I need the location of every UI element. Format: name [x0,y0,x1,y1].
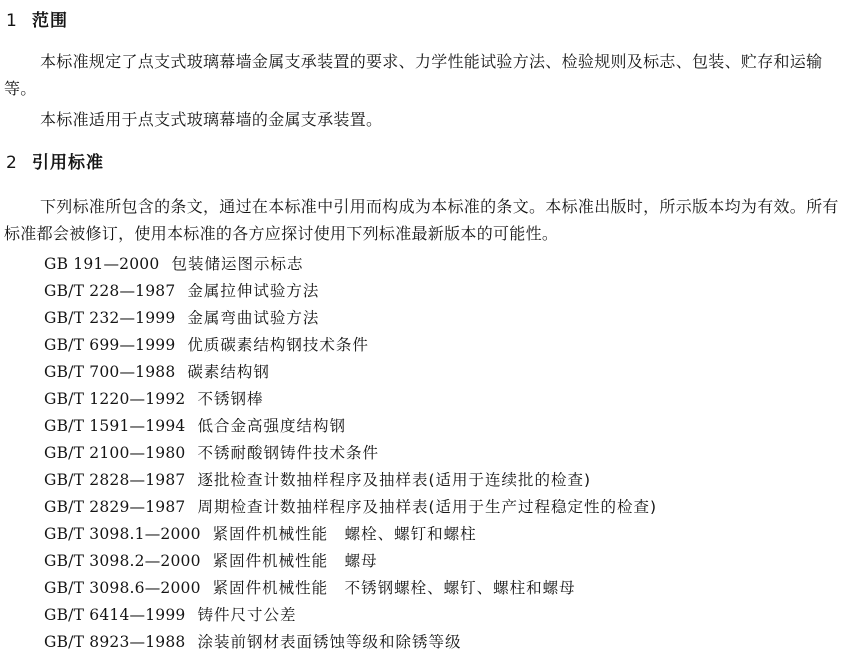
reference-code: GB/T 2828—1987 [44,471,186,489]
reference-code: GB 191—2000 [44,255,160,273]
reference-item [44,359,657,386]
reference-item [44,440,657,467]
scope-paragraph-1: 本标准规定了点支式玻璃幕墙金属支承装置的要求、力学性能试验方法、检验规则及标志、包装、贮存和运输等。 [4,52,823,98]
reference-title: 金属弯曲试验方法 [187,309,320,327]
reference-title: 低合金高强度结构钢 [197,417,346,435]
reference-item [44,467,657,494]
section-title: 范围 [32,11,68,31]
section-2-heading [6,148,104,173]
reference-code: GB/T 232—1999 [44,309,176,327]
reference-item [44,332,657,359]
reference-item [44,251,657,278]
reference-code: GB/T 8923—1988 [44,633,186,651]
section-number: 2 [6,153,18,173]
reference-item [44,386,657,413]
references-intro: 下列标准所包含的条文，通过在本标准中引用而构成为本标准的条文。本标准出版时，所示版本均为有效。所有标准都会被修订，使用本标准的各方应探讨使用下列标准最新版本的可能性。 [4,197,839,243]
reference-code: GB/T 1220—1992 [44,390,186,408]
reference-item [44,548,657,575]
reference-list [44,251,657,656]
reference-item [44,575,657,602]
reference-code: GB/T 2100—1980 [44,444,186,462]
reference-title: 紧固件机械性能 不锈钢螺栓、螺钉、螺柱和螺母 [212,579,576,597]
reference-item [44,521,657,548]
reference-title: 铸件尺寸公差 [197,606,297,624]
reference-item [44,278,657,305]
reference-item [44,602,657,629]
reference-title: 逐批检查计数抽样程序及抽样表(适用于连续批的检查) [197,471,592,489]
reference-code: GB/T 6414—1999 [44,606,186,624]
reference-code: GB/T 700—1988 [44,363,176,381]
reference-title: 碳素结构钢 [187,363,270,381]
section-number: 1 [6,11,18,31]
reference-code: GB/T 1591—1994 [44,417,186,435]
reference-title: 紧固件机械性能 螺母 [212,552,378,570]
reference-title: 不锈耐酸钢铸件技术条件 [197,444,379,462]
reference-item [44,413,657,440]
reference-code: GB/T 3098.6—2000 [44,579,201,597]
scope-paragraph-2: 本标准适用于点支式玻璃幕墙的金属支承装置。 [40,110,383,129]
section-1-heading [6,6,68,31]
reference-item [44,494,657,521]
reference-title: 不锈钢棒 [197,390,264,408]
reference-title: 包装储运图示标志 [171,255,304,273]
reference-title: 周期检查计数抽样程序及抽样表(适用于生产过程稳定性的检查) [197,498,658,516]
reference-code: GB/T 228—1987 [44,282,176,300]
reference-title: 优质碳素结构钢技术条件 [187,336,369,354]
reference-code: GB/T 2829—1987 [44,498,186,516]
reference-code: GB/T 699—1999 [44,336,176,354]
reference-item [44,629,657,656]
reference-code: GB/T 3098.1—2000 [44,525,201,543]
reference-item [44,305,657,332]
section-title: 引用标准 [32,153,104,173]
reference-title: 涂装前钢材表面锈蚀等级和除锈等级 [197,633,462,651]
reference-title: 金属拉伸试验方法 [187,282,320,300]
reference-code: GB/T 3098.2—2000 [44,552,201,570]
reference-title: 紧固件机械性能 螺栓、螺钉和螺柱 [212,525,477,543]
